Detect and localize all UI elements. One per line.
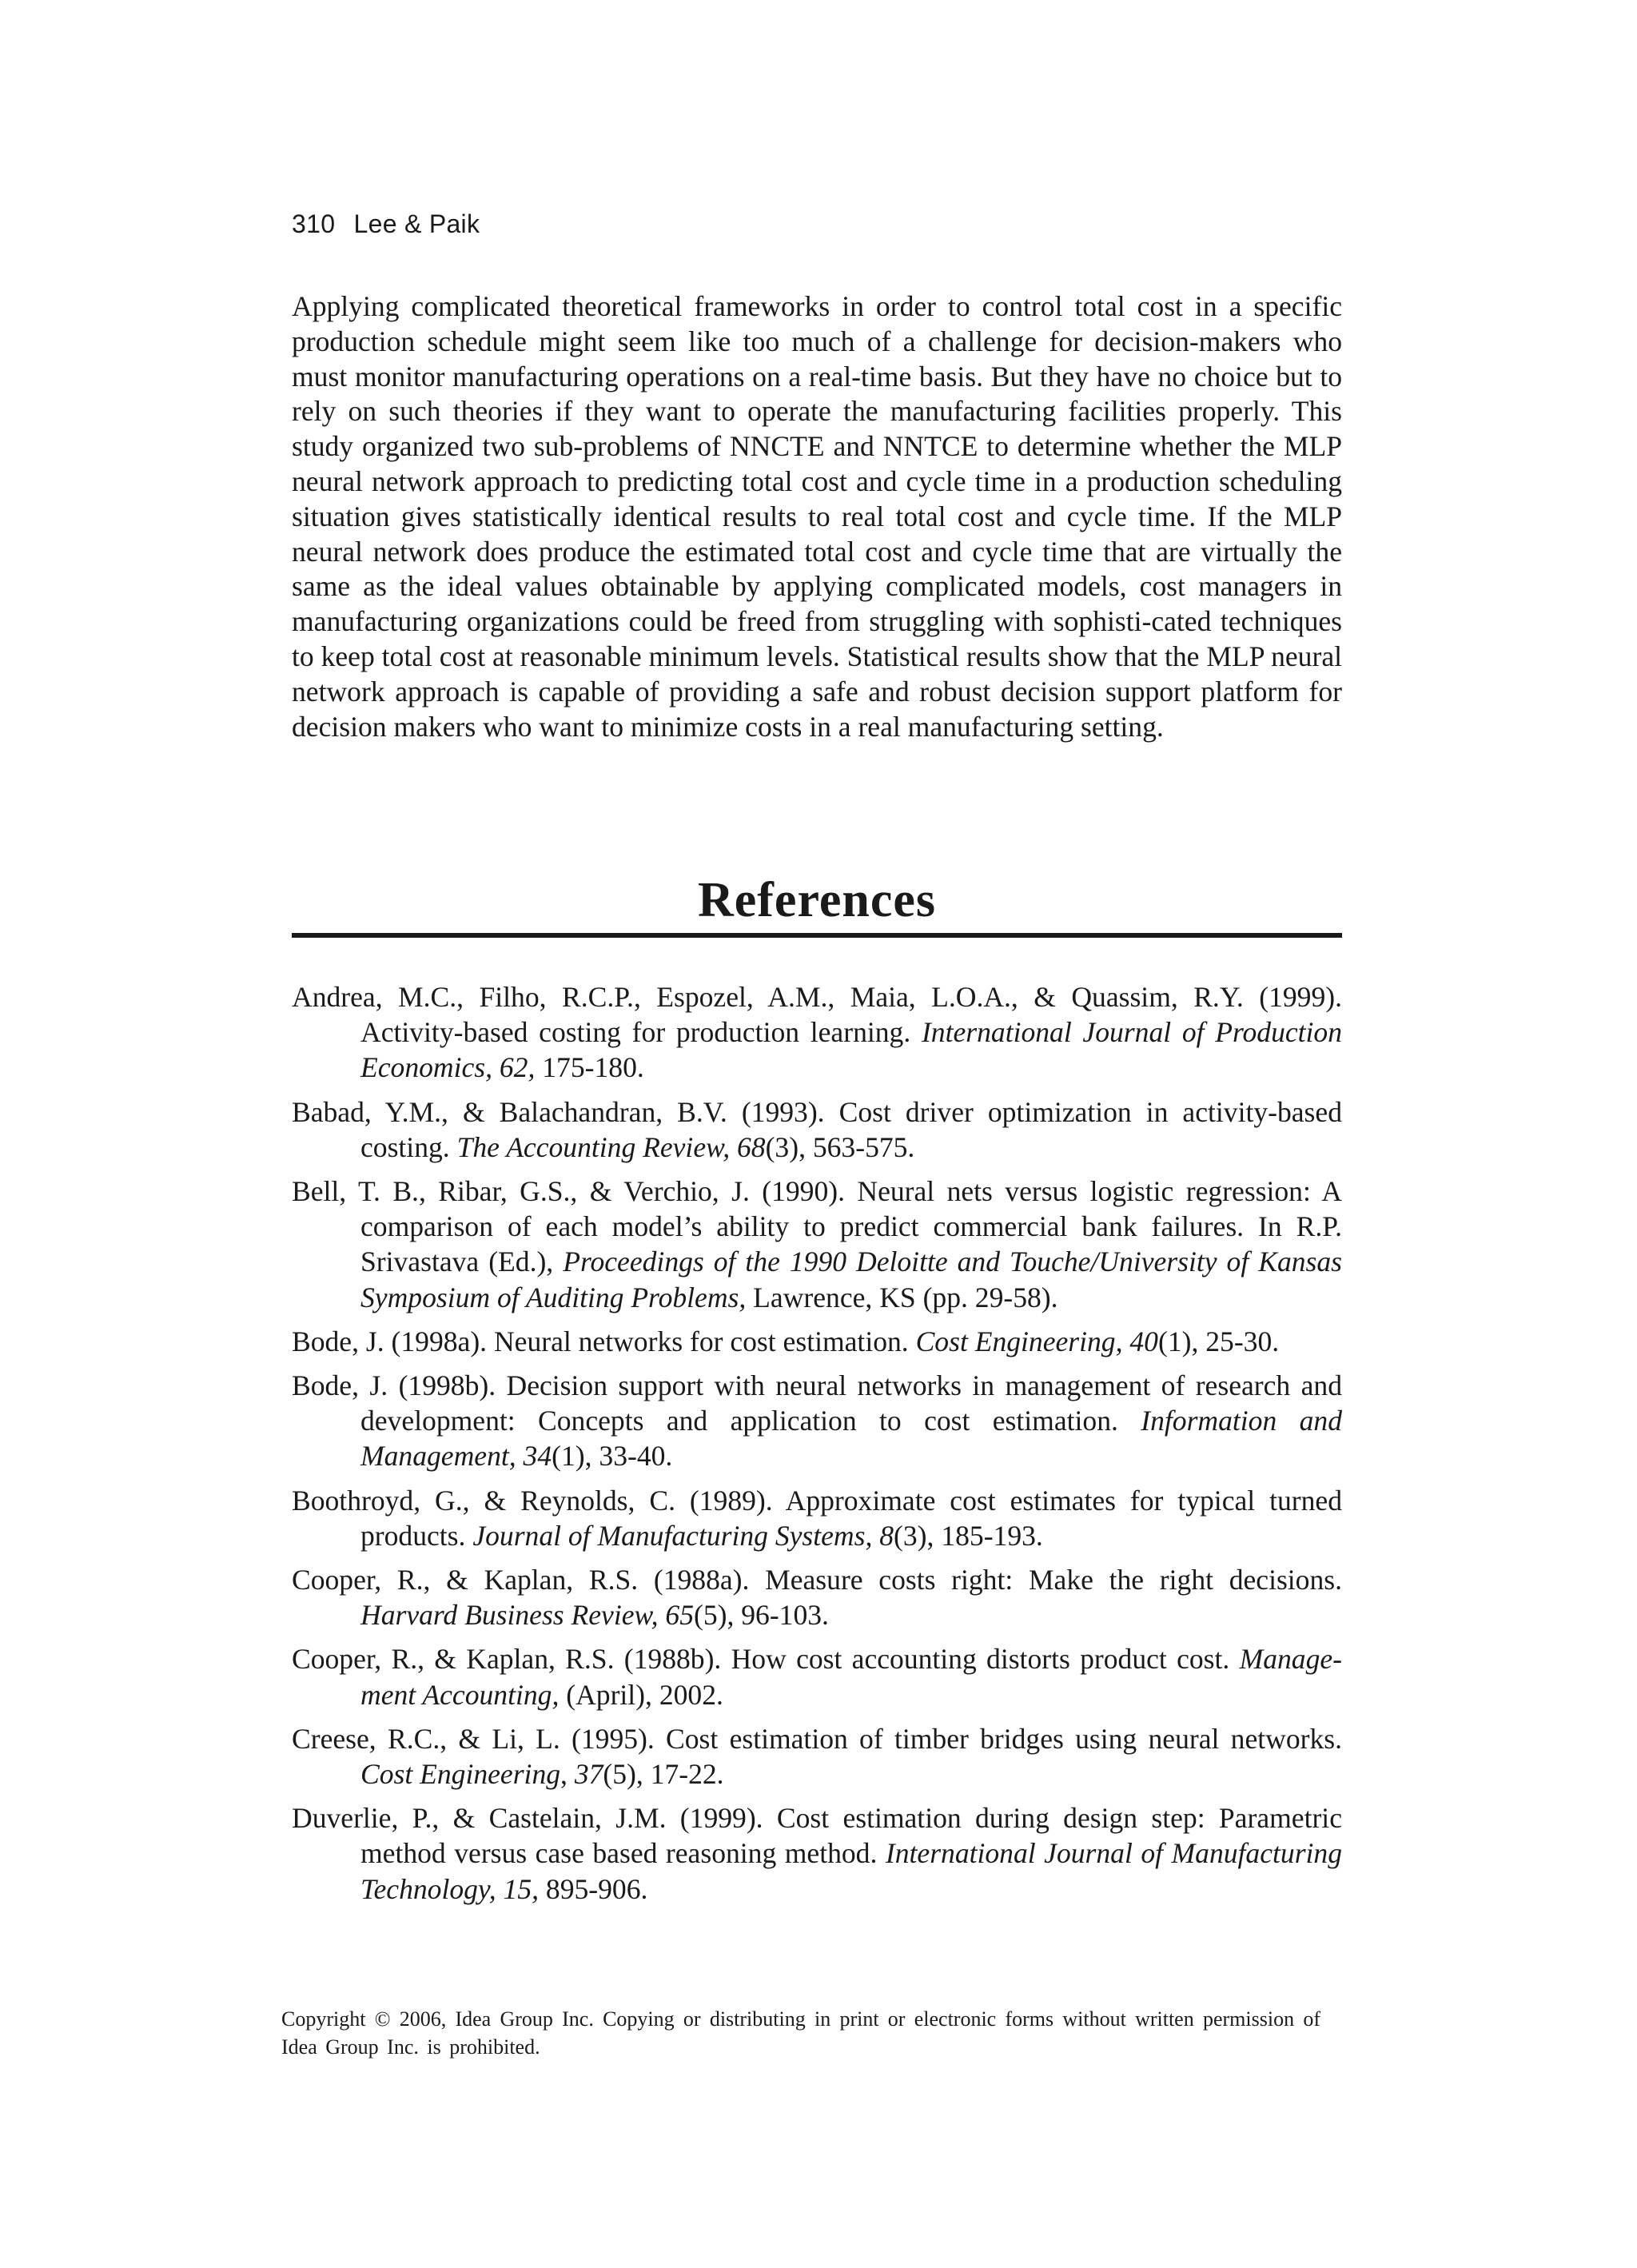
- ref-text: Bode, J. (1998b). Decision support with neural networks in management of research and development: Concepts and application to cost estimation.: [292, 1369, 1342, 1437]
- running-head-authors: Lee & Paik: [353, 209, 480, 238]
- ref-text: Cooper, R., & Kaplan, R.S. (1988b). How cost accounting distorts product cost.: [292, 1643, 1240, 1676]
- ref-text: Cooper, R., & Kaplan, R.S. (1988a). Measure costs right: Make the right decisions.: [292, 1564, 1342, 1596]
- ref-sep: ,: [560, 1758, 575, 1791]
- reference-item: [292, 1174, 1342, 1315]
- references-heading: References: [697, 873, 937, 927]
- ref-source: The Accounting Review, 68: [456, 1130, 766, 1163]
- references-heading-rule: [292, 933, 1342, 938]
- ref-source: Journal of Manufacturing Systems, 8: [472, 1519, 894, 1552]
- reference-item: [292, 1721, 1342, 1792]
- ref-text: Creese, R.C., & Li, L. (1995). Cost estimation of timber bridges using neural networks.: [292, 1722, 1342, 1755]
- ref-text: Andrea, M.C., Filho, R.C.P., Espozel, A.M., Maia, L.O.A., & Quassim, R.Y. (1999). Activity-based costing for production learning.: [292, 981, 1342, 1049]
- ref-pages: (3), 185-193.: [894, 1519, 1043, 1552]
- ref-pages: Lawrence, KS (pp. 29-58).: [746, 1281, 1058, 1313]
- ref-source: Cost Engineering: [360, 1758, 561, 1791]
- reference-item: [292, 1800, 1342, 1907]
- ref-volume: 37: [574, 1758, 603, 1791]
- ref-pages: (1), 25-30.: [1157, 1325, 1280, 1357]
- ref-source: International Journal of Manufacturing Technology, 15,: [360, 1837, 1342, 1905]
- ref-pages: 895-906.: [539, 1872, 648, 1905]
- reference-item: [292, 1483, 1342, 1553]
- ref-source: Information and Management, 34: [360, 1405, 1343, 1473]
- ref-pages: (3), 563-575.: [765, 1130, 915, 1163]
- ref-source: International Journal of Production Economics, 62,: [360, 1016, 1343, 1084]
- copyright-notice: Copyright © 2006, Idea Group Inc. Copying or distributing in print or electronic forms without written permission of Idea Group Inc. is prohibited.: [281, 2007, 1320, 2059]
- reference-item: [292, 1562, 1342, 1632]
- ref-text: Duverlie, P., & Castelain, J.M. (1999). Cost estimation during design step: Parametric method versus case based reasoning method.: [292, 1802, 1342, 1870]
- ref-text: Bode, J. (1998a). Neural networks for cost estimation.: [292, 1325, 916, 1357]
- reference-item: [292, 1324, 1342, 1359]
- body-paragraph: Applying complicated theoretical frameworks in order to control total cost in a specific production schedule might seem like too much of a challenge for decision-makers who must monitor manufacturing operations on a real-time basis. But they have no choice but to rely on such theories if they want to operate the manufacturing facilities properly. This study organized two sub-problems of NNCTE and NNTCE to determine whether the MLP neural network approach to predicting total cost and cycle time in a production scheduling situation gives statistically identical results to real total cost and cycle time. If the MLP neural network does produce the estimated total cost and cycle time that are virtually the same as the ideal values obtainable by applying complicated models, cost managers in manufacturing organizations could be freed from struggling with sophisti-cated techniques to keep total cost at reasonable minimum levels. Statistical results show that the MLP neural network approach is capable of providing a safe and robust decision support platform for decision makers who want to minimize costs in a real manufacturing setting.: [292, 290, 1342, 743]
- ref-pages: 175-180.: [535, 1051, 644, 1084]
- ref-source: Cost Engineering, 40: [915, 1325, 1158, 1357]
- ref-text: Boothroyd, G., & Reynolds, C. (1989). Approximate cost estimates for typical turned products.: [292, 1484, 1342, 1552]
- running-head: [292, 208, 480, 240]
- ref-pages: (April), 2002.: [559, 1678, 723, 1711]
- ref-source: Proceedings of the 1990 Deloitte and Touche/University of Kansas Symposium of Auditing Problems,: [360, 1246, 1343, 1313]
- ref-text: Bell, T. B., Ribar, G.S., & Verchio, J. (1990). Neural nets versus logistic regression: A comparison of each model’s ability to predict commercial bank failures. In R.P. Srivastava (Ed.),: [292, 1175, 1342, 1278]
- reference-item: [292, 1641, 1342, 1712]
- reference-item: [292, 1094, 1342, 1165]
- ref-pages: (5), 17-22.: [603, 1758, 724, 1791]
- page-number: 310: [292, 209, 336, 238]
- ref-source: Manage-ment Accounting,: [360, 1643, 1342, 1711]
- ref-text: Babad, Y.M., & Balachandran, B.V. (1993). Cost driver optimization in activity-based costing.: [292, 1095, 1342, 1163]
- ref-pages: (5), 96-103.: [693, 1599, 829, 1632]
- reference-item: [292, 1368, 1342, 1474]
- ref-pages: (1), 33-40.: [552, 1440, 673, 1473]
- ref-source: Harvard Business Review, 65: [360, 1599, 694, 1632]
- reference-list: [292, 979, 1342, 1915]
- reference-item: [292, 979, 1342, 1086]
